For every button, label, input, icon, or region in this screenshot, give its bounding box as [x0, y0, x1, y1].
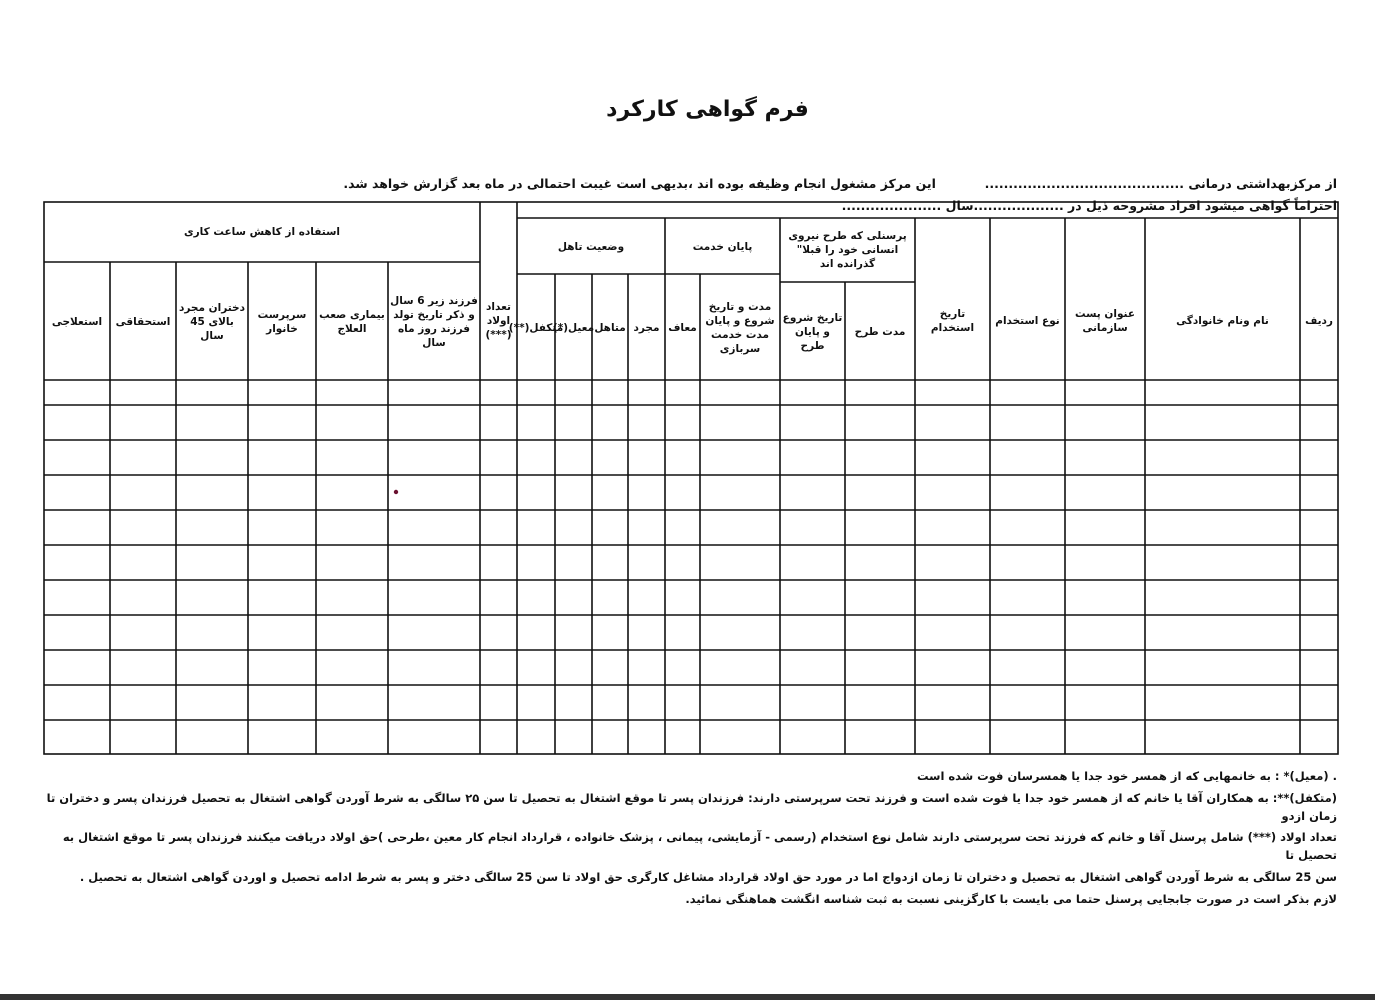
col-plan-dates: تاریخ شروع و پایان طرح	[782, 311, 843, 353]
intro-certification: احتراماً گواهی میشود افراد مشروحه ذیل در ...................سال .....................	[841, 198, 1337, 213]
col-plan-duration: مدت طرح	[854, 325, 906, 338]
col-position: عنوان پست سازمانی	[1074, 307, 1135, 334]
col-full-name: نام ونام خانوادگی	[1176, 314, 1269, 327]
footnote-children: تعداد اولاد (***) شامل پرسنل آقا و خانم که فرزند تحت سرپرستی دارند شامل نوع استخدام (رسمی - آزمایشی، پیمانی ، پزشک خانواده ، قرارداد انجام کار معین ،طرحی )حق اولاد دریافت میکنند فرزندان پسر تا موقع اشتغال به تحصیل تا	[62, 830, 1337, 863]
col-married: متاهل	[594, 321, 626, 334]
col-dependent-1: معیل(*)	[552, 321, 595, 334]
col-service-dates: مدت و تاریخ شروع و پایان مدت خدمت سربازی	[705, 300, 775, 356]
col-head-of-household: سرپرست خانوار	[257, 308, 307, 335]
footnote-dependent-1: . (معیل)* : به خانمهایی که از همسر خود جدا یا همسرسان فوت شده است	[916, 769, 1337, 783]
col-single-daughters: دختران مجرد بالای 45 سال	[179, 301, 245, 343]
footnote-dependent-2: (متکفل)**: به همکاران آقا یا خانم که از همسر خود جدا یا فوت شده است و فرزند تحت سرپرستی دارند: فرزندان پسر تا موقع اشتغال به تحصیل تا سن ۲۵ سالگی به شرط آوردن گواهی اشتغال به تحصیل فرزندان پسر و دختران تا زمان ازدو	[46, 790, 1337, 823]
footnote-fingerprint: لازم بذکر است در صورت جابجایی پرسنل حتما می بایست با کارگزینی نسبت به ثبت شناسه انگشت هماهنگی نمائید.	[685, 891, 1337, 906]
page-title: فرم گواهی کارکرد	[606, 97, 809, 122]
col-incurable-illness: بیماری صعب العلاج	[319, 308, 385, 335]
group-marital: وضعیت تاهل	[557, 240, 625, 253]
group-service: پایان خدمت	[692, 240, 753, 253]
col-children: تعداد اولاد (***)	[485, 300, 512, 342]
group-plan: پرسنلی که طرح نیروی انسانی خود را قبلا" گذرانده اند	[788, 229, 907, 271]
group-work-reduction: استفاده از کاهش ساعت کاری	[184, 225, 341, 238]
scan-edge	[0, 994, 1375, 1000]
col-employment-type: نوع استخدام	[995, 314, 1060, 327]
col-exempt: معاف	[668, 321, 697, 334]
col-entitlement-leave: استحقاقی	[115, 315, 171, 328]
col-employment-date: تاریخ استخدام	[930, 307, 975, 334]
col-single: مجرد	[633, 321, 660, 334]
col-row-number: ردیف	[1305, 314, 1333, 327]
footnotes	[27, 768, 1337, 913]
col-sick-leave: استعلاجی	[51, 315, 103, 328]
intro-absence-note: این مرکز مشغول انجام وظیفه بوده اند ،بدیهی است غیبت احتمالی در ماه بعد گزارش خواهد شد.	[343, 176, 936, 191]
col-child-under-6: فرزند زیر 6 سال و ذکر تاریخ تولد فرزند روز ماه سال	[390, 294, 478, 350]
col-dependent-2: متکفل(**)	[508, 321, 564, 334]
footnote-children-cont: سن 25 سالگی به شرط آوردن گواهی اشتغال به تحصیل و دختران تا زمان ازدواج اما در مورد حق اولاد قرارداد مشاغل کارگری حق اولاد تا سن 25 سالگی دختر و پسر به شرط ادامه تحصیل و اوردن گواهی اشتعال به تحصیل .	[79, 870, 1337, 885]
intro-health-center: از مرکزبهداشتی درمانی ..........................................	[984, 176, 1337, 191]
